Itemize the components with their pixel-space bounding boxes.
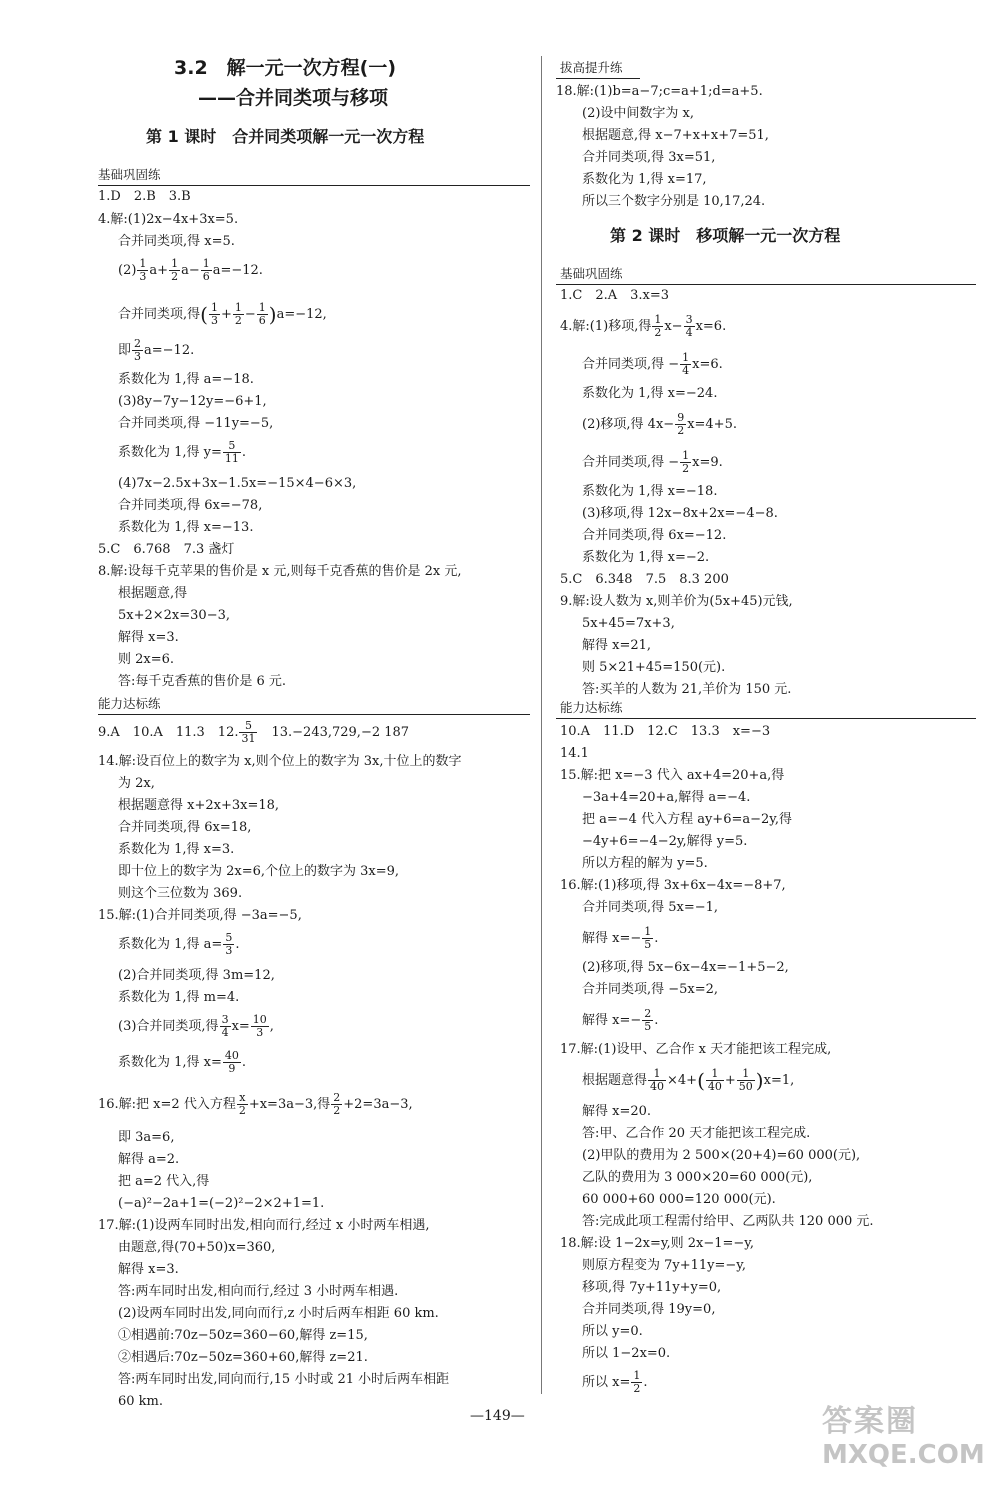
answer-line: 15.解:把 x=−3 代入 ax+4=20+a,得 [560,768,785,783]
answer-line: 移项,得 7y+11y+y=0, [582,1280,722,1295]
answer-line: 4.解:(1)2x−4x+3x=5. [98,212,239,227]
section-label-basic: 基础巩固练 [98,167,161,182]
answer-line: 根据题意得 x+2x+3x=18, [118,798,280,813]
answer-line: 所以 1−2x=0. [582,1346,671,1361]
answer-line: 4.解:(1)移项,得 $\frac{1}{2}$ x− $\frac{3}{4}$ x=6. [560,313,727,339]
answer-line: 根据题意得 $\frac{1}{40}$ ×4+( $\frac{1}{40}$ + $\frac{1}{50}$ )x=1, [582,1067,795,1093]
answer-line: 把 a=−4 代入方程 ay+6=a−2y,得 [582,812,793,827]
answer-line: 系数化为 1,得 x=17, [582,172,707,187]
answer-line: 合并同类项,得 19y=0, [582,1302,716,1317]
answer-line: (3)移项,得 12x−8x+2x=−4−8. [582,506,778,521]
answer-line: 解得 x=20. [582,1104,652,1119]
answer-line: 16.解:把 x=2 代入方程 $\frac{x}{2}$ +x=3a−3,得 $\frac{2}{2}$ +2=3a−3, [98,1091,413,1117]
answer-line: 答:每千克香蕉的售价是 6 元. [118,674,287,689]
answer-line: 由题意,得(70+50)x=360, [118,1240,276,1255]
answer-line: 系数化为 1,得 a= $\frac{5}{3}$ . [118,931,240,957]
answer-line: 答:甲、乙合作 20 天才能把该工程完成. [582,1126,811,1141]
answer-line: 解得 x=− $\frac{1}{5}$ . [582,925,659,951]
answer-line: 系数化为 1,得 x=−2. [582,550,710,565]
answer-line: 1.C 2.A 3.x=3 [560,288,670,303]
answer-line: 所以三个数字分别是 10,17,24. [582,194,766,209]
answer-line: 合并同类项,得 x=5. [118,234,235,249]
answer-line: (2)设中间数字为 x, [582,106,695,121]
answer-line: (2)移项,得 4x− $\frac{9}{2}$ x=4+5. [582,411,737,437]
answer-line: (2)移项,得 5x−6x−4x=−1+5−2, [582,960,789,975]
section-label-basic: 基础巩固练 [560,266,623,281]
section-label-ability: 能力达标练 [560,700,623,715]
answer-line: 1.D 2.B 3.B [98,189,191,204]
answer-line: 所以方程的解为 y=5. [582,856,708,871]
answer-line: ②相遇后:70z−50z=360+60,解得 z=21. [118,1350,368,1365]
answer-line: 乙队的费用为 3 000×20=60 000(元), [582,1170,813,1185]
answer-line: 答:两车同时出发,相向而行,经过 3 小时两车相遇. [118,1284,399,1299]
answer-line: 系数化为 1,得 x=−18. [582,484,718,499]
answer-line: 则 2x=6. [118,652,175,667]
answer-line: 解得 x=− $\frac{2}{5}$ . [582,1007,659,1033]
answer-line: 5.C 6.768 7.3 盏灯 [98,542,235,557]
answer-line: 15.解:(1)合并同类项,得 −3a=−5, [98,908,302,923]
answer-line: (2)合并同类项,得 3m=12, [118,968,275,983]
answer-line: 所以 y=0. [582,1324,643,1339]
section-title: 3.2 解一元一次方程(一) [174,57,397,79]
answer-line: 系数化为 1,得 x=−13. [118,520,254,535]
answer-line: 合并同类项,得 −11y=−5, [118,416,274,431]
answer-line: 解得 x=3. [118,1262,179,1277]
answer-line: 60 km. [118,1394,164,1409]
answer-line: (3)8y−7y−12y=−6+1, [118,394,267,409]
answer-line: 解得 x=21, [582,638,652,653]
answer-line: 解得 a=2. [118,1152,180,1167]
answer-line: 合并同类项,得 3x=51, [582,150,716,165]
answer-line: 10.A 11.D 12.C 13.3 x=−3 [560,724,771,739]
answer-line: (4)7x−2.5x+3x−1.5x=−15×4−6×3, [118,476,357,491]
answer-line: 17.解:(1)设两车同时出发,相向而行,经过 x 小时两车相遇, [98,1218,430,1233]
section-rule [98,714,530,715]
answer-line: (2) $\frac{1}{3}$ a+ $\frac{1}{2}$ a− $\frac{1}{6}$ a=−12. [118,257,263,283]
answer-line: 合并同类项,得 − $\frac{1}{2}$ x=9. [582,449,723,475]
answer-line: 14.解:设百位上的数字为 x,则个位上的数字为 3x,十位上的数字 [98,754,462,769]
answer-line: 18.解:(1)b=a−7;c=a+1;d=a+5. [556,84,763,99]
answer-line: −4y+6=−4−2y,解得 y=5. [582,834,748,849]
page-number: —149— [470,1408,525,1424]
answer-line: 合并同类项,得 5x=−1, [582,900,719,915]
lesson-title-1: 第 1 课时 合并同类项解一元一次方程 [146,127,425,146]
answer-line: ①相遇前:70z−50z=360−60,解得 z=15, [118,1328,368,1343]
lesson-title-2: 第 2 课时 移项解一元一次方程 [610,226,841,245]
section-subtitle: ——合并同类项与移项 [198,87,389,109]
answer-line: 根据题意,得 [118,586,188,601]
answer-line: 合并同类项,得( $\frac{1}{3}$ + $\frac{1}{2}$ − $\frac{1}{6}$ )a=−12, [118,301,327,327]
answer-line: 合并同类项,得 6x=−12. [582,528,727,543]
section-rule [556,78,640,79]
section-label-ability: 能力达标练 [98,696,161,711]
answer-line: 答:买羊的人数为 21,羊价为 150 元. [582,682,792,697]
answer-line: 系数化为 1,得 x=−24. [582,386,718,401]
watermark-url: MXQE.COM [822,1440,985,1470]
answer-line: 系数化为 1,得 x= $\frac{40}{9}$ . [118,1049,247,1075]
answer-line: (3)合并同类项,得 $\frac{3}{4}$ x= $\frac{10}{3}$ , [118,1013,274,1039]
answer-line: 即 3a=6, [118,1130,175,1145]
answer-line: 5x+2×2x=30−3, [118,608,230,623]
answer-line: 即 $\frac{2}{3}$ a=−12. [118,337,195,363]
answer-line: (2)甲队的费用为 2 500×(20+4)=60 000(元), [582,1148,861,1163]
answer-line: 60 000+60 000=120 000(元). [582,1192,776,1207]
answer-line: 答:两车同时出发,同向而行,15 小时或 21 小时后两车相距 [118,1372,450,1387]
answer-line: 5x+45=7x+3, [582,616,675,631]
section-rule [556,284,976,285]
answer-line: 16.解:(1)移项,得 3x+6x−4x=−8+7, [560,878,786,893]
section-label-advanced: 拔高提升练 [560,60,623,75]
answer-line: 系数化为 1,得 a=−18. [118,372,254,387]
answer-line: 8.解:设每千克苹果的售价是 x 元,则每千克香蕉的售价是 2x 元, [98,564,462,579]
answer-line: 系数化为 1,得 y= $\frac{5}{11}$ . [118,439,247,465]
answer-line: 系数化为 1,得 x=3. [118,842,235,857]
answer-line: 9.解:设人数为 x,则羊价为(5x+45)元钱, [560,594,793,609]
answer-line: 则 5×21+45=150(元). [582,660,726,675]
answer-line: 合并同类项,得 − $\frac{1}{4}$ x=6. [582,351,723,377]
answer-line: 答:完成此项工程需付给甲、乙两队共 120 000 元. [582,1214,874,1229]
answer-line: 把 a=2 代入,得 [118,1174,210,1189]
answer-line: 即十位上的数字为 2x=6,个位上的数字为 3x=9, [118,864,400,879]
answer-line: 5.C 6.348 7.5 8.3 200 [560,572,729,587]
column-divider [541,56,542,1394]
section-rule [556,718,976,719]
answer-line: 9.A 10.A 11.3 12. $\frac{5}{31}$ 13.−243,729,−2 187 [98,719,410,745]
answer-line: 合并同类项,得 6x=18, [118,820,252,835]
answer-line: 合并同类项,得 6x=−78, [118,498,263,513]
answer-line: 所以 x= $\frac{1}{2}$ . [582,1369,648,1395]
answer-line: (−a)²−2a+1=(−2)²−2×2+1=1. [118,1196,325,1211]
answer-line: 则这个三位数为 369. [118,886,243,901]
answer-line: (2)设两车同时出发,同向而行,z 小时后两车相距 60 km. [118,1306,439,1321]
answer-line: 17.解:(1)设甲、乙合作 x 天才能把该工程完成, [560,1042,832,1057]
answer-line: 解得 x=3. [118,630,179,645]
answer-line: −3a+4=20+a,解得 a=−4. [582,790,751,805]
answer-line: 18.解:设 1−2x=y,则 2x−1=−y, [560,1236,755,1251]
answer-line: 根据题意,得 x−7+x+x+7=51, [582,128,769,143]
answer-line: 为 2x, [118,776,155,791]
answer-line: 合并同类项,得 −5x=2, [582,982,719,997]
answer-line: 系数化为 1,得 m=4. [118,990,240,1005]
watermark-logo: 答案圈 [822,1404,918,1439]
section-rule [98,185,530,186]
answer-line: 则原方程变为 7y+11y=−y, [582,1258,747,1273]
answer-line: 14.1 [560,746,589,761]
